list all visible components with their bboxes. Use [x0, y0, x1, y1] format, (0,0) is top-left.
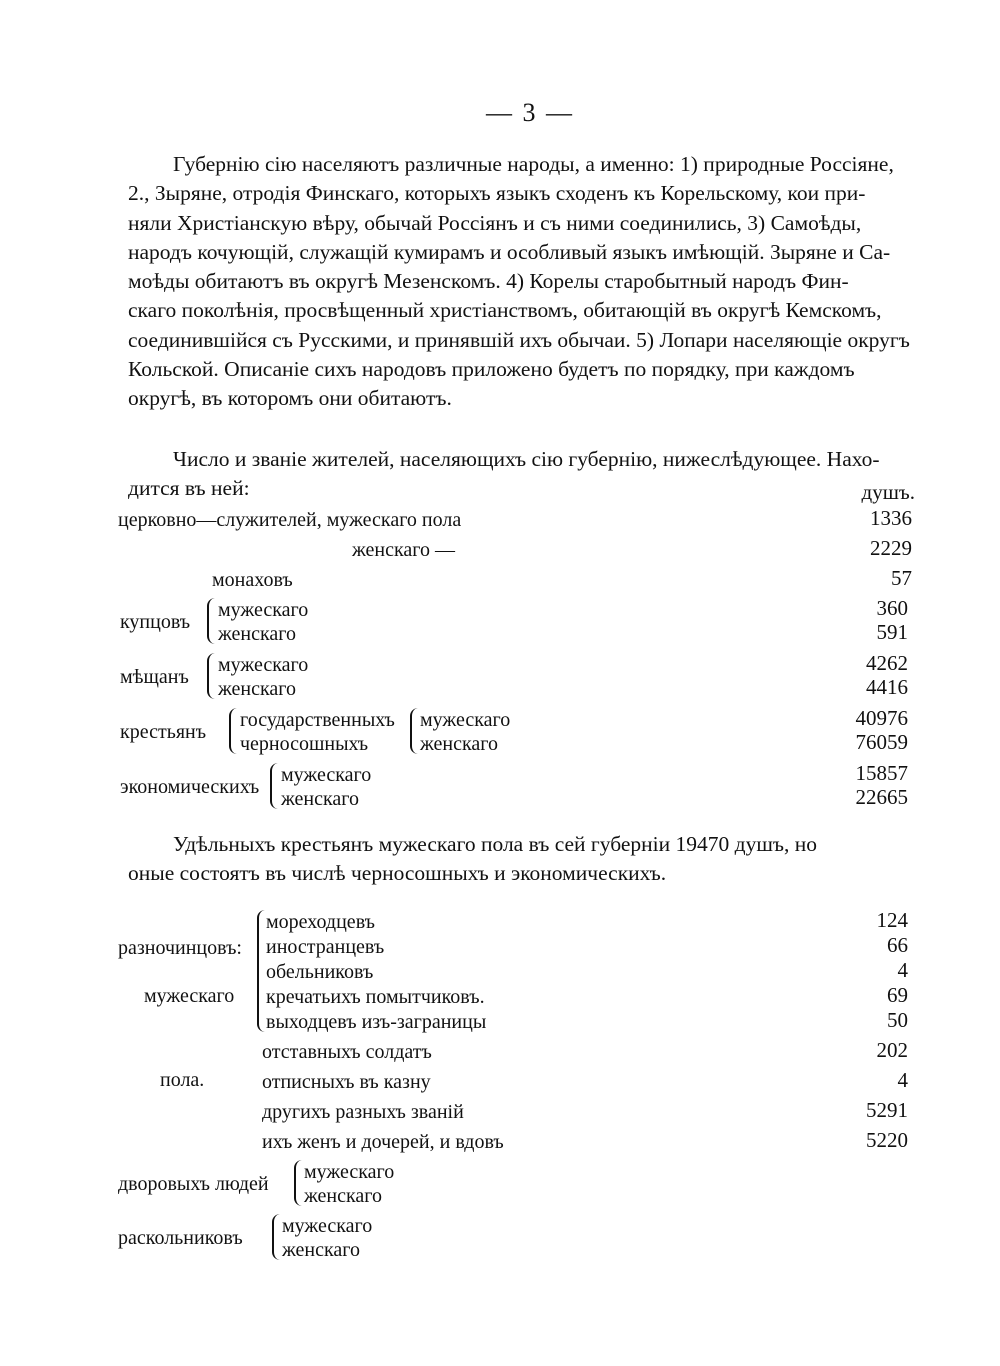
raznochintsy-item-value: 5220: [866, 1128, 908, 1152]
intro-line: скаго поколѣнія, просвѣщенный христіанствомъ, обитающій въ округѣ Кемскомъ,: [128, 298, 882, 323]
peasants-black-label: черносошныхъ: [240, 733, 369, 755]
household-brace: [294, 1160, 302, 1206]
raznochintsy-item-value: 66: [887, 933, 908, 957]
raznochintsy-item-label: кречатьихъ помытчиковъ.: [266, 986, 485, 1008]
peasants-type-brace: [229, 708, 237, 754]
merchants-label: купцовъ: [120, 611, 191, 633]
schismatics-label: раскольниковъ: [118, 1227, 243, 1249]
monks-label: монаховъ: [212, 569, 293, 591]
merchants-brace: [207, 598, 215, 644]
household-label: дворовыхъ людей: [118, 1173, 269, 1195]
household-male-label: мужескаго: [304, 1161, 395, 1183]
peasants-sex-brace: [410, 708, 418, 754]
burghers-male-label: мужескаго: [218, 654, 309, 676]
census-intro-line: дится въ ней:: [128, 476, 250, 501]
peasants-label: крестьянъ: [120, 721, 207, 743]
schismatics-male-label: мужескаго: [282, 1215, 373, 1237]
raznochintsy-item-label: отписныхъ въ казну: [262, 1071, 431, 1093]
raznochintsy-item-label: мореходцевъ: [266, 911, 375, 933]
clergy-female-label: женскаго —: [352, 539, 456, 561]
intro-line: моѣды обитаютъ въ округѣ Мезенскомъ. 4) Корелы старобытный народъ Фин-: [128, 269, 849, 294]
raznochintsy-label-gender: пола.: [160, 1069, 205, 1091]
peasants-female-label: женскаго: [420, 733, 499, 755]
raznochintsy-item-label: отставныхъ солдатъ: [262, 1041, 432, 1063]
raznochintsy-item-value: 202: [876, 1038, 908, 1062]
economic-brace: [270, 763, 278, 809]
peasants-state-label: государственныхъ: [240, 709, 395, 731]
clergy-female-value: 2229: [870, 536, 912, 560]
economic-male-value: 15857: [855, 761, 908, 785]
peasants-female-value: 76059: [855, 730, 908, 754]
burghers-male-value: 4262: [866, 651, 908, 675]
raznochintsy-item-label: иностранцевъ: [266, 936, 385, 958]
intro-line: народъ кочующій, служащій кумирамъ и особливый языкъ имѣющій. Зыряне и Са-: [128, 239, 891, 264]
raznochintsy-item-value: 4: [897, 958, 908, 982]
monks-value: 57: [891, 566, 912, 590]
schismatics-brace: [272, 1214, 280, 1260]
raznochintsy-item-label: выходцевъ изъ-заграницы: [266, 1011, 487, 1033]
burghers-female-label: женскаго: [218, 678, 297, 700]
intro-line: Губернію сію населяютъ различные народы, а именно: 1) природные Россіяне,: [173, 152, 894, 176]
raznochintsy-label: разночинцовъ:: [118, 937, 242, 959]
economic-female-label: женскаго: [281, 788, 360, 810]
raznochintsy-item-label: обельниковъ: [266, 961, 374, 983]
merchants-female-value: 591: [876, 620, 908, 644]
raznochintsy-item-label: ихъ женъ и дочерей, и вдовъ: [262, 1131, 504, 1153]
raznochintsy-item-value: 69: [887, 983, 908, 1007]
raznochintsy-item-value: 124: [876, 908, 908, 932]
merchants-male-label: мужескаго: [218, 599, 309, 621]
economic-male-label: мужескаго: [281, 764, 372, 786]
appanage-line: оные состоятъ въ числѣ черносошныхъ и экономическихъ.: [128, 861, 667, 886]
burghers-brace: [207, 653, 215, 699]
raznochintsy-item-label: другихъ разныхъ званій: [262, 1101, 464, 1123]
raznochintsy-item-value: 50: [887, 1008, 908, 1032]
census-intro-line: Число и званіе жителей, населяющихъ сію губернію, нижеслѣдующее. Нахо-: [173, 447, 880, 471]
clergy-label: церковно—служителей, мужескаго пола: [118, 509, 462, 531]
raznochintsy-item-value: 5291: [866, 1098, 908, 1122]
merchants-male-value: 360: [876, 596, 908, 620]
appanage-paragraph: [128, 830, 868, 889]
raznochintsy-item-value: 4: [897, 1068, 908, 1092]
raznochintsy-brace: [257, 910, 265, 1032]
intro-line: соединившійся съ Русскими, и принявшій ихъ обычаи. 5) Лопари населяющіе округъ: [128, 327, 910, 352]
souls-header: душъ.: [861, 480, 915, 504]
intro-line: Кольской. Описаніе сихъ народовъ приложено будетъ по порядку, при каждомъ: [128, 357, 855, 382]
intro-line: округѣ, въ которомъ они обитаютъ.: [128, 386, 452, 411]
burghers-female-value: 4416: [866, 675, 908, 699]
household-female-label: женскаго: [304, 1185, 383, 1207]
raznochintsy-label-sex: мужескаго: [144, 985, 235, 1007]
merchants-female-label: женскаго: [218, 623, 297, 645]
page-number: — 3 —: [486, 98, 574, 127]
clergy-male-value: 1336: [870, 506, 912, 530]
appanage-line: Удѣльныхъ крестьянъ мужескаго пола въ сей губерніи 19470 душъ, но: [173, 832, 818, 856]
burghers-label: мѣщанъ: [120, 666, 189, 688]
peasants-male-value: 40976: [855, 706, 908, 730]
economic-label: экономическихъ: [120, 776, 260, 798]
peasants-male-label: мужескаго: [420, 709, 511, 731]
intro-paragraph: [128, 150, 920, 414]
economic-female-value: 22665: [855, 785, 908, 809]
intro-line: 2., Зыряне, отродія Финскаго, которыхъ языкъ сходенъ къ Корельскому, кои при-: [128, 181, 866, 206]
intro-line: няли Христіанскую вѣру, обычай Россіянъ и съ ними соединились, 3) Самоѣды,: [128, 210, 862, 235]
schismatics-female-label: женскаго: [282, 1239, 361, 1261]
